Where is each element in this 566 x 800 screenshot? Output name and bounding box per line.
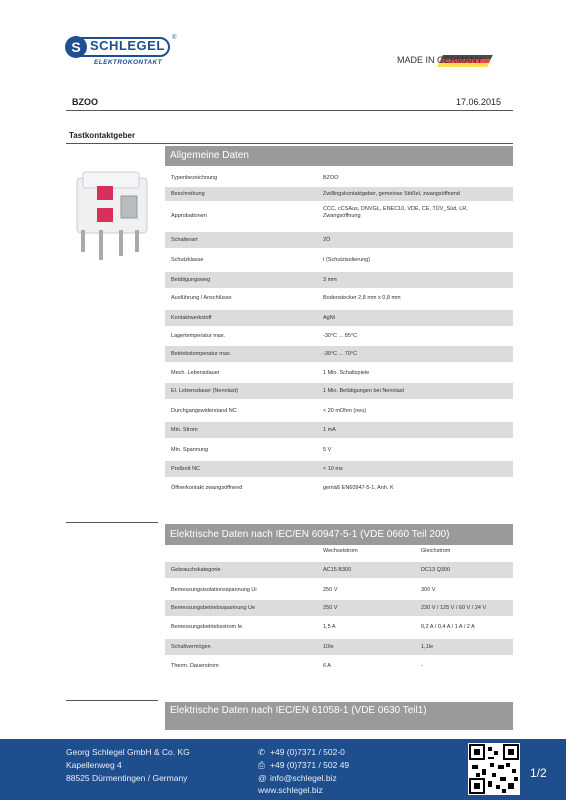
- row-value: 1 mA: [323, 426, 336, 433]
- table-row: [165, 346, 513, 362]
- footer-street: Kapellenweg 4: [66, 760, 122, 770]
- row-value: -30°C ... 85°C: [323, 332, 358, 339]
- row-value: gemäß EN60947-5-1, Anh. K: [323, 484, 394, 491]
- row-label: Betriebstemperatur max.: [171, 350, 232, 357]
- row-value: AgNi: [323, 314, 335, 321]
- row-label: Schutzklasse: [171, 256, 204, 263]
- row-ac-value: AC15 B300: [323, 567, 352, 573]
- table-row: [165, 252, 513, 268]
- footer-company: Georg Schlegel GmbH & Co. KG: [66, 747, 190, 757]
- section-divider-2: [66, 700, 158, 701]
- row-label: Öffnerkontakt zwangsöffnend: [171, 484, 243, 491]
- footer-phone[interactable]: +49 (0)7371 / 502-0: [270, 747, 345, 757]
- row-value: 1 Mio. Schaltspiele: [323, 369, 370, 376]
- table-row: [165, 403, 513, 419]
- section-electrical2-heading: Elektrische Daten nach IEC/EN 61058-1 (VDE 0630 Teil1): [165, 702, 513, 730]
- row-ac-value: 10Ie: [323, 644, 334, 650]
- row-label: Beschreibung: [171, 190, 205, 197]
- row-label: Mech. Lebensdauer: [171, 369, 220, 376]
- row-dc-value: -: [421, 663, 423, 669]
- table-row: [165, 290, 513, 306]
- row-value: -30°C ... 70°C: [323, 350, 358, 357]
- product-code: BZOO: [72, 97, 98, 107]
- made-in-germany: MADE IN GERMANY: [397, 55, 483, 65]
- row-value: Bodenstecker 2,8 mm x 0,8 mm: [323, 294, 401, 301]
- logo-text: SCHLEGEL: [90, 38, 165, 53]
- document-title: Tastkontaktgeber: [69, 131, 136, 140]
- table-row: [165, 562, 513, 578]
- schlegel-logo: [66, 37, 176, 71]
- row-label: Min. Strom: [171, 426, 198, 433]
- table-row: [165, 310, 513, 326]
- row-label: Prellzeit NC: [171, 465, 201, 472]
- table-row: [165, 171, 513, 185]
- table-row: [165, 480, 513, 496]
- footer-phone-line: [258, 747, 345, 758]
- table-row: [165, 328, 513, 344]
- logo-registered: ®: [172, 35, 177, 41]
- row-value: < 20 mOhm (neu): [323, 407, 367, 414]
- footer-fax: +49 (0)7371 / 502 49: [270, 760, 350, 770]
- fax-icon: ⎙: [258, 760, 265, 770]
- row-label: Bemessungsbetriebsspannung Ue: [171, 605, 256, 611]
- row-value: < 10 ms: [323, 465, 343, 472]
- table-row: [165, 187, 513, 201]
- row-value: I (Schutzisolierung): [323, 256, 371, 263]
- row-label: Typenbezeichnung: [171, 174, 218, 181]
- row-label: Lagertemperatur max.: [171, 332, 226, 339]
- row-dc-value: DC13 Q300: [421, 567, 451, 573]
- table-row: [165, 461, 513, 477]
- row-dc-value: 1,1Ie: [421, 644, 434, 650]
- product-image: [69, 168, 163, 268]
- row-label: Bemessungsbetriebsstrom Ie: [171, 624, 243, 630]
- logo-s-badge: S: [65, 36, 87, 58]
- table-row: [165, 639, 513, 655]
- logo-subtitle: ELEKTROKONTAKT: [94, 59, 162, 66]
- row-value: 1 Mio. Betätigungen bei Nennlast: [323, 387, 405, 394]
- table-row: [165, 658, 513, 674]
- row-label: Durchgangswiderstand NC: [171, 407, 237, 414]
- table-row: [165, 383, 513, 399]
- footer-website[interactable]: www.schlegel.biz: [258, 785, 323, 795]
- row-label: Therm. Dauerstrom: [171, 663, 219, 669]
- col-dc-header: Gleichstrom: [421, 548, 451, 554]
- footer-fax-line: [258, 760, 349, 771]
- footer: [0, 739, 566, 800]
- row-dc-value: 0,2 A / 0,4 A / 1 A / 2 A: [421, 624, 475, 630]
- table-row: [165, 442, 513, 458]
- row-value: BZOO: [323, 174, 339, 181]
- row-label: Ausführung / Anschlüsse: [171, 294, 232, 301]
- row-label: Schaltvermögen: [171, 644, 211, 650]
- table-row: [165, 232, 513, 248]
- page-number: 1/2: [530, 766, 547, 780]
- row-label: Schalterart: [171, 236, 198, 243]
- table-row: [165, 619, 513, 635]
- row-label: Betätigungsweg: [171, 276, 211, 283]
- row-ac-value: 250 V: [323, 587, 338, 593]
- row-label: Approbationen: [171, 212, 207, 219]
- row-label: El. Lebensdauer (Nennlast): [171, 387, 238, 394]
- row-ac-value: 1,5 A: [323, 624, 336, 630]
- row-value: 2Ö: [323, 236, 331, 243]
- row-label: Gebrauchskategorie: [171, 567, 221, 573]
- table-row: [165, 365, 513, 381]
- row-label: Min. Spannung: [171, 446, 208, 453]
- table-row: [165, 203, 513, 229]
- header-divider: [66, 110, 513, 111]
- section-general-heading: Allgemeine Daten: [165, 146, 513, 166]
- table-row: [165, 582, 513, 598]
- table-row: [165, 422, 513, 438]
- row-value: Zwillingskontaktgeber, gemeinse Stößel, zwangsöffnend: [323, 190, 460, 197]
- row-dc-value: 230 V / 125 V / 60 V / 24 V: [421, 605, 487, 611]
- footer-email-line: [258, 773, 337, 783]
- row-value: CCC, cCSAus, DNVGL, ENEC10, VDE, CE, TÜV_Süd, LR, Zwangsöffnung: [323, 206, 468, 219]
- row-value: 3 mm: [323, 276, 337, 283]
- document-date: 17.06.2015: [456, 97, 502, 107]
- row-label: Kontaktwerkstoff: [171, 314, 212, 321]
- footer-city: 88525 Dürmentingen / Germany: [66, 773, 188, 783]
- electrical-col-headers: [165, 548, 513, 558]
- qr-code: [468, 743, 520, 795]
- table-row: [165, 272, 513, 288]
- row-label: Bemessungsisolationsspannung Ui: [171, 587, 257, 593]
- title-divider: [66, 143, 513, 144]
- table-row: [165, 600, 513, 616]
- col-ac-header: Wechselstrom: [323, 548, 358, 554]
- row-ac-value: 250 V: [323, 605, 338, 611]
- footer-email[interactable]: info@schlegel.biz: [270, 773, 337, 783]
- phone-icon: ✆: [258, 747, 266, 757]
- row-value: 5 V: [323, 446, 332, 453]
- row-ac-value: 6 A: [323, 663, 331, 669]
- row-dc-value: 300 V: [421, 587, 436, 593]
- email-icon: @: [258, 773, 267, 783]
- section-divider: [66, 522, 158, 523]
- section-electrical-heading: Elektrische Daten nach IEC/EN 60947-5-1 (VDE 0660 Teil 200): [165, 524, 513, 545]
